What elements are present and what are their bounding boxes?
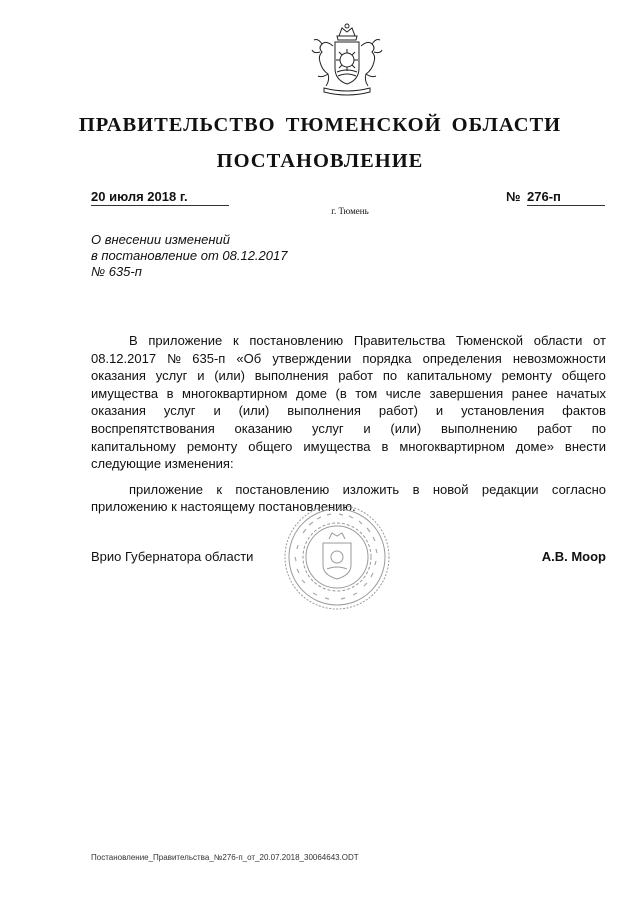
paragraph-gap xyxy=(91,473,606,481)
document-type-title: ПОСТАНОВЛЕНИЕ xyxy=(216,150,424,172)
body-line: воспрепятствования оказанию услуг и (или) выполнению работ по xyxy=(91,420,606,436)
subject-line: № 635-п xyxy=(91,264,142,279)
body-line: капитальному ремонту общего имущества в многоквартирном доме» внести xyxy=(91,438,606,454)
body-line: оказания услуг и (или) выполнения работ) и установления фактов xyxy=(91,403,606,419)
official-seal-stamp xyxy=(283,503,391,611)
body-line: приложение к постановлению изложить в новой редакции согласно xyxy=(129,481,606,497)
body-line: 08.12.2017 № 635-п «Об утверждении порядка определения невозможности xyxy=(91,350,606,366)
subject-line: О внесении изменений xyxy=(91,232,230,247)
government-title: ПРАВИТЕЛЬСТВО ТЮМЕНСКОЙ ОБЛАСТИ xyxy=(78,114,562,136)
document-body xyxy=(91,332,606,516)
file-name-footer: Постановление_Правительства_№276-п_от_20.07.2018_30064643.ODT xyxy=(91,853,359,862)
body-line: приложению к настоящему постановлению. xyxy=(91,499,356,515)
document-date: 20 июля 2018 г. xyxy=(91,189,229,206)
number-sign: № xyxy=(506,189,521,204)
signatory-name: А.В. Моор xyxy=(541,549,606,564)
body-line: оказания услуг и (или) выполнения работ по капитальному ремонту общего xyxy=(91,368,606,384)
body-line: следующие изменения: xyxy=(91,456,234,472)
document-subject xyxy=(91,232,287,280)
body-line: имущества в многоквартирном доме (в том числе завершения ранее начатых xyxy=(91,385,606,401)
document-number: 276-п xyxy=(527,189,605,206)
signatory-title: Врио Губернатора области xyxy=(91,549,254,564)
subject-line: в постановление от 08.12.2017 xyxy=(91,248,288,263)
body-line: В приложение к постановлению Правительства Тюменской области от xyxy=(129,333,606,348)
coat-of-arms-emblem xyxy=(306,22,388,100)
document-city: г. Тюмень xyxy=(331,206,369,216)
